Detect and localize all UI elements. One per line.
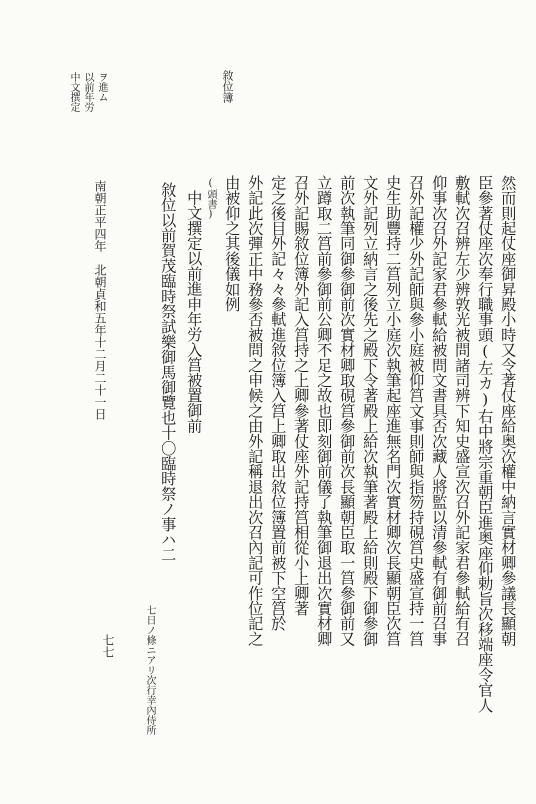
text-column: 召外記權少外記師與參小庭被仰筥文事則師與指笏持硯筥史盛宣持一筥	[407, 175, 426, 647]
text-column: 由被仰之其後儀如例	[223, 175, 242, 312]
text-column: 召外記賜敘位簿外記入筥持之上卿參著仗座外記持筥相從小上卿著	[292, 175, 311, 616]
head-note-label: (頭書)	[205, 178, 216, 220]
footer-date: 南朝正平四年 北朝貞和五年十二月二十一日	[93, 180, 107, 420]
text-column: 立蹲取二筥前參御前公卿不足之故也即刻御前儀了執筆御退出次實材卿	[315, 175, 334, 647]
side-note-line: 中文撰定	[68, 72, 79, 112]
text-column: 敘位以前賀茂臨時祭試樂御馬御覽也十〇臨時祭ノ事ハ二	[159, 182, 178, 562]
text-column-annotation: 七日ノ條ニアリ次行幸內侍所	[144, 605, 155, 735]
text-column: 外記此次彈正中務參否被問之申候之由外記稱退出次召內記可作位記之	[246, 175, 265, 647]
text-column: 仰事次召外記家君參軾給被問文書具否次藏人將監以清參軾有御前召事	[430, 175, 449, 647]
side-note	[96, 72, 106, 102]
text-column: 敷軾次召辨左少辨敦光被問諸司辨下知史盛宣次召外記家君參軾給有召	[453, 175, 472, 647]
side-note	[82, 72, 92, 112]
text-column: 然而則起仗座御昇殿小時又令著仗座給奥次權中納言實材卿參議長顯朝	[499, 175, 518, 647]
side-note-line: 以前年労	[82, 72, 93, 112]
text-column: 中文撰定以前進申年労入筥被置御前	[185, 190, 204, 434]
side-note	[68, 72, 78, 112]
text-column: 定之後目外記々々參軾進敘位簿入筥上卿取出敘位簿置前被下空筥於	[269, 175, 288, 631]
text-column: 史生助豐持二筥列立小庭次執筆起座進無名門次實材卿次長顯朝臣次筥	[384, 175, 403, 647]
page-number: 七七	[101, 634, 115, 658]
side-note-line: ヲ進ム	[96, 72, 107, 102]
running-head: 敘位簿	[221, 70, 234, 103]
text-column: 前次執筆同御參御前次實材卿取硯筥參御前次長顯朝臣取一筥參御前又	[338, 175, 357, 647]
text-column: 文外記列立納言之後先之殿下令著殿上給次執筆著殿上給則殿下御參御	[361, 175, 380, 647]
text-column: 臣參著仗座次奉行職事頭(左カ)右中將宗重朝臣進奥座仰勅旨次移端座令官人	[476, 175, 495, 713]
